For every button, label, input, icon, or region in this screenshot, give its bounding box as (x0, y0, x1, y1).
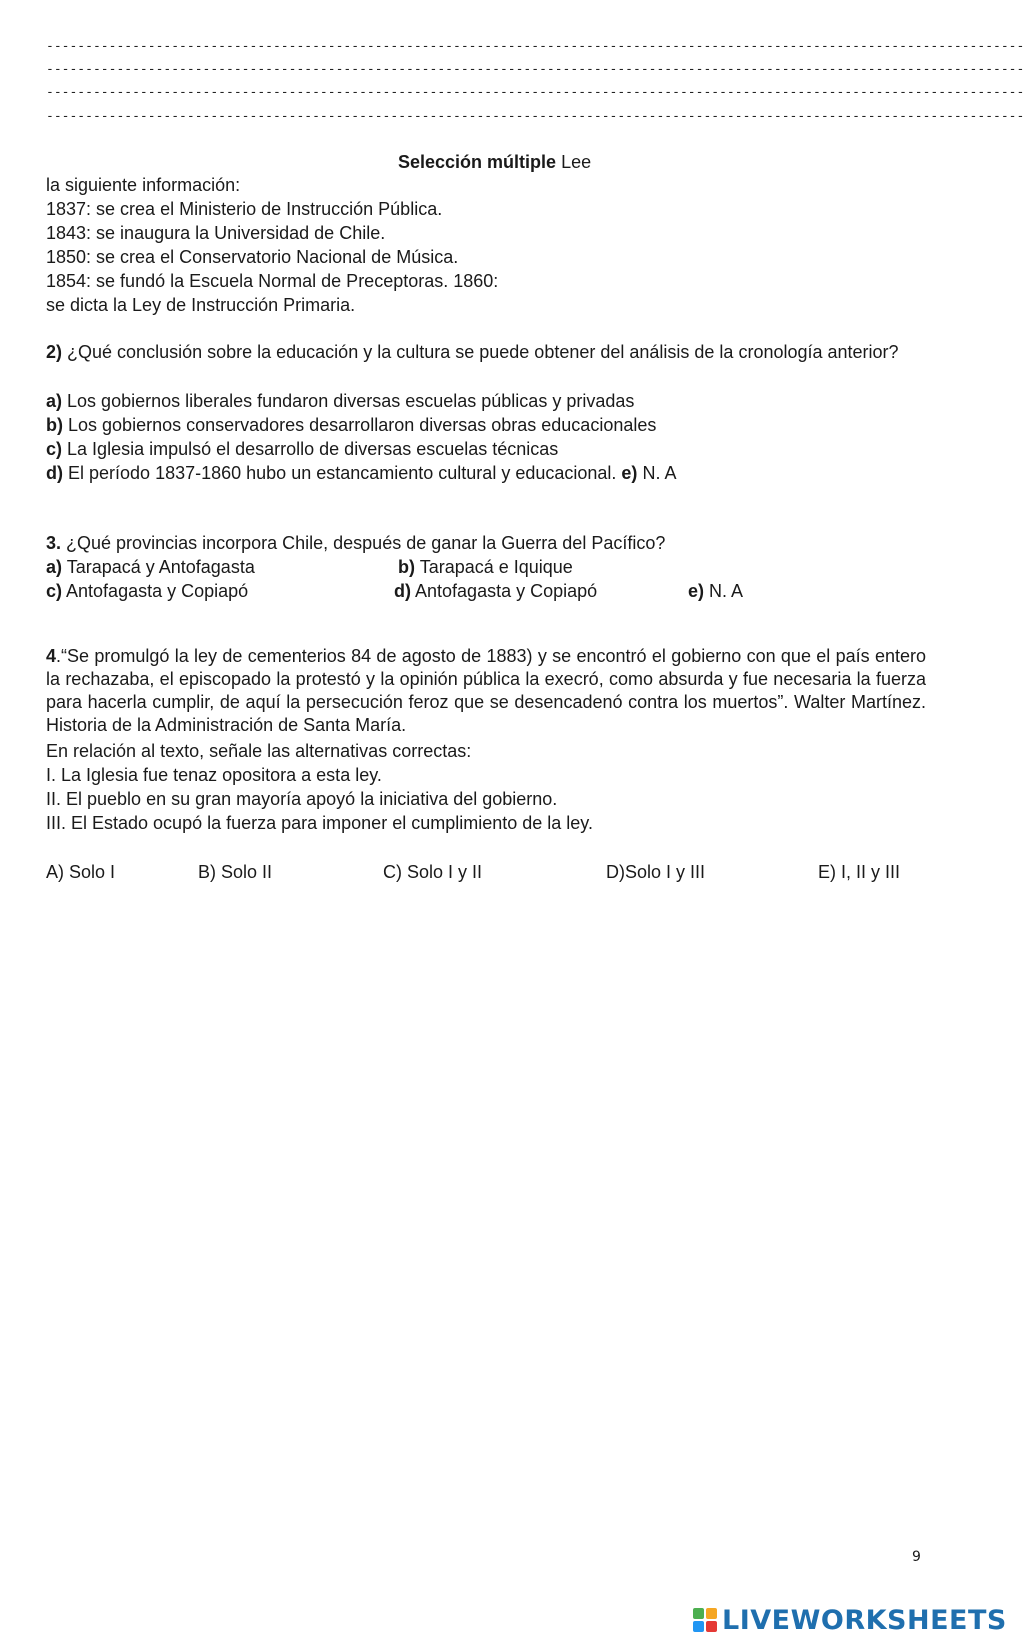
option-text: La Iglesia impulsó el desarrollo de diversas escuelas técnicas (67, 439, 559, 459)
option-text: N. A (642, 463, 677, 483)
chronology-item: 1843: se inaugura la Universidad de Chile. (46, 223, 386, 243)
option-text: Antofagasta y Copiapó (66, 581, 249, 601)
option-letter: d) (394, 581, 411, 601)
option-letter: d) (46, 463, 63, 483)
answer-c[interactable]: C) Solo I y II (383, 862, 483, 882)
statement-i: I. La Iglesia fue tenaz opositora a esta ley. (46, 765, 382, 785)
question-text: ¿Qué conclusión sobre la educación y la cultura se puede obtener del análisis de la cronología anterior? (67, 342, 899, 362)
logo-tile (693, 1621, 704, 1632)
liveworksheets-logo (693, 1603, 1007, 1637)
chronology-item: 1850: se crea el Conservatorio Nacional de Música. (46, 247, 459, 267)
option-text: El período 1837-1860 hubo un estancamiento cultural y educacional. (68, 463, 617, 483)
question-prompt: En relación al texto, señale las alternativas correctas: (46, 741, 472, 761)
option-d[interactable] (46, 463, 616, 483)
option-b[interactable] (46, 414, 656, 436)
brand-name: LIVEWORKSHEETS (722, 1604, 1007, 1636)
answer-e[interactable]: E) I, II y III (818, 862, 901, 882)
section-title-bold: Selección múltiple (398, 152, 557, 172)
option-letter: b) (398, 557, 415, 577)
page-number: 9 (912, 1549, 921, 1565)
answer-line: ----------------------------------------------------------------------------------------------------------------------------- (46, 39, 1024, 54)
chronology-item: se dicta la Ley de Instrucción Primaria. (46, 295, 356, 315)
option-e[interactable] (688, 580, 743, 602)
option-text: Los gobiernos liberales fundaron diversas escuelas públicas y privadas (67, 391, 635, 411)
option-b[interactable] (398, 556, 573, 578)
section-title (398, 151, 591, 173)
question-number: 2) (46, 342, 63, 362)
question-number: 3. (46, 533, 62, 553)
option-text: Tarapacá y Antofagasta (66, 557, 255, 577)
option-a[interactable] (46, 556, 255, 578)
option-letter: a) (46, 391, 63, 411)
section-title-rest: Lee (561, 152, 592, 172)
logo-tile (706, 1621, 717, 1632)
logo-tiles-icon (693, 1608, 717, 1632)
logo-tile (693, 1608, 704, 1619)
statement-ii: II. El pueblo en su gran mayoría apoyó la iniciativa del gobierno. (46, 789, 558, 809)
answer-line: ----------------------------------------------------------------------------------------------------------------------------- (46, 85, 1024, 100)
option-c[interactable] (46, 580, 248, 602)
option-letter: a) (46, 557, 63, 577)
option-text: Tarapacá e Iquique (419, 557, 573, 577)
question-text: ¿Qué provincias incorpora Chile, después de ganar la Guerra del Pacífico? (66, 533, 666, 553)
option-text: Los gobiernos conservadores desarrollaron diversas obras educacionales (68, 415, 657, 435)
option-letter: c) (46, 439, 63, 459)
answer-a[interactable]: A) Solo I (46, 862, 116, 882)
chronology-item: 1854: se fundó la Escuela Normal de Preceptoras. 1860: (46, 271, 499, 291)
logo-tile (706, 1608, 717, 1619)
option-a[interactable] (46, 390, 634, 412)
intro-line: la siguiente información: (46, 175, 241, 195)
chronology-item: 1837: se crea el Ministerio de Instrucción Pública. (46, 199, 443, 219)
answer-d[interactable]: D)Solo I y III (606, 862, 706, 882)
question-4 (46, 645, 926, 737)
option-text: N. A (709, 581, 744, 601)
question-3 (46, 532, 665, 554)
option-c[interactable] (46, 438, 558, 460)
option-letter: c) (46, 581, 63, 601)
option-letter: b) (46, 415, 63, 435)
option-e[interactable] (621, 463, 676, 483)
answer-b[interactable]: B) Solo II (198, 862, 273, 882)
statement-iii: III. El Estado ocupó la fuerza para imponer el cumplimiento de la ley. (46, 813, 593, 833)
option-d[interactable] (394, 580, 597, 602)
answer-line: ----------------------------------------------------------------------------------------------------------------------------- (46, 109, 1024, 124)
option-letter: e) (688, 581, 705, 601)
answer-line: ----------------------------------------------------------------------------------------------------------------------------- (46, 62, 1024, 77)
question-number: 4 (46, 646, 57, 666)
option-d-e-row (46, 462, 676, 484)
question-2 (46, 341, 926, 364)
question-quote: .“Se promulgó la ley de cementerios 84 de agosto de 1883) y se encontró el gobierno con que el país entero la rechazaba, el episcopado la protestó y la opinión pública la execró, como absurda y fue necesaria la fuerza para hacerla cumplir, de aquí la persecución feroz que se desencadenó contra los muertos”. Walter Martínez. Historia de la Administración de Santa María. (46, 646, 926, 735)
option-text: Antofagasta y Copiapó (415, 581, 598, 601)
option-letter: e) (621, 463, 638, 483)
